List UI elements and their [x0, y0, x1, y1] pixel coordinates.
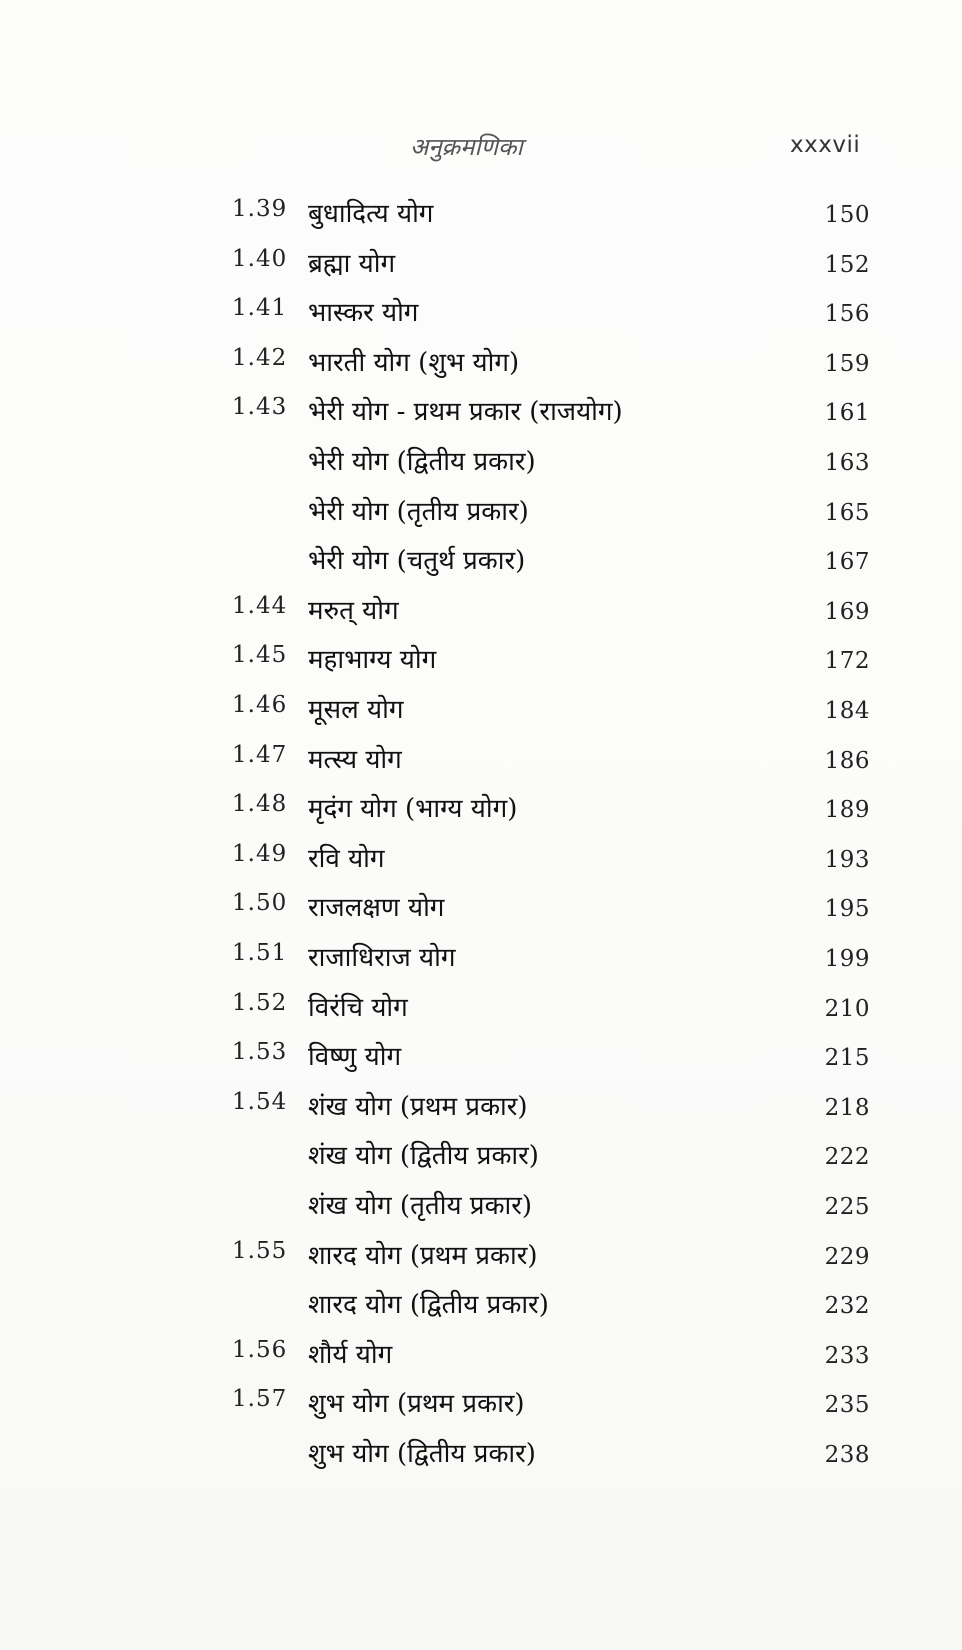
toc-entry-title: शुभ योग (प्रथम प्रकार): [308, 1389, 525, 1420]
toc-entry-title: शंख योग (तृतीय प्रकार): [308, 1191, 533, 1221]
toc-entry: [0, 345, 962, 391]
page-number: xxxvii: [790, 132, 861, 158]
toc-entry: [0, 791, 962, 837]
toc-entry-number: 1.43: [232, 394, 288, 421]
toc-entry-page: 215: [824, 1045, 870, 1072]
toc-entry: [0, 1386, 962, 1432]
toc-entry-number: 1.47: [232, 741, 288, 768]
toc-entry-page: 161: [824, 400, 870, 427]
toc-entry-number: 1.54: [232, 1088, 288, 1115]
toc-entry-number: 1.50: [232, 890, 288, 917]
toc-entry-page: 186: [824, 747, 870, 774]
toc-entry-title: शौर्य योग: [308, 1339, 393, 1370]
toc-entry-page: 150: [824, 202, 870, 228]
toc-entry-page: 193: [824, 846, 870, 873]
toc-entry: [0, 1337, 962, 1383]
toc-entry-title: भेरी योग (चतुर्थ प्रकार): [308, 546, 526, 577]
toc-entry-page: 199: [824, 946, 870, 972]
toc-entry-number: 1.57: [232, 1386, 288, 1413]
toc-entry-number: 1.53: [232, 1039, 288, 1066]
toc-entry-title: बुधादित्य योग: [308, 199, 434, 229]
toc-entry-title: रवि योग: [308, 843, 385, 874]
toc-entry-page: 238: [824, 1442, 870, 1468]
toc-entry: [0, 1039, 962, 1085]
toc-entry: [0, 990, 962, 1036]
toc-entry: [0, 494, 962, 540]
toc-entry-number: 1.52: [232, 989, 288, 1016]
toc-entry-number: 1.48: [232, 791, 288, 818]
toc-entry-title: विष्णु योग: [308, 1042, 402, 1073]
toc-entry-title: ब्रह्मा योग: [308, 248, 396, 279]
toc-entry-page: 167: [824, 549, 870, 576]
toc-entry-page: 232: [824, 1293, 870, 1320]
toc-entry-number: 1.49: [232, 840, 288, 867]
toc-entry-title: मत्स्य योग: [308, 744, 402, 775]
toc-entry: [0, 444, 962, 490]
toc-entry-number: 1.44: [232, 592, 288, 619]
toc-entry-title: राजलक्षण योग: [308, 893, 445, 924]
toc-entry-number: 1.39: [232, 196, 288, 222]
toc-entry: [0, 1436, 962, 1482]
toc-entry-number: 1.56: [232, 1336, 288, 1363]
toc-entry-title: विरंचि योग: [308, 992, 408, 1023]
toc-entry: [0, 841, 962, 887]
toc-entry-title: मरुत् योग: [308, 595, 399, 626]
toc-entry-page: 159: [824, 350, 870, 377]
toc-entry-title: शारद योग (द्वितीय प्रकार): [308, 1290, 549, 1321]
toc-entry: [0, 593, 962, 639]
toc-entry: [0, 940, 962, 986]
toc-entry-title: भेरी योग (द्वितीय प्रकार): [308, 447, 536, 477]
toc-entry: [0, 196, 962, 242]
toc-entry-title: भेरी योग - प्रथम प्रकार (राजयोग): [308, 397, 623, 428]
toc-entry-page: 184: [824, 698, 870, 724]
running-header-title: अनुक्रमणिका: [410, 133, 523, 161]
toc-entry: [0, 1089, 962, 1135]
toc-entry-title: शारद योग (प्रथम प्रकार): [308, 1240, 538, 1271]
toc-entry: [0, 543, 962, 589]
toc-entry-title: भेरी योग (तृतीय प्रकार): [308, 496, 529, 527]
toc-entry-title: महाभाग्य योग: [308, 645, 437, 676]
toc-entry: [0, 742, 962, 788]
toc-entry-number: 1.55: [232, 1237, 288, 1264]
toc-entry-page: 165: [824, 499, 870, 526]
toc-entry-number: 1.51: [232, 940, 288, 966]
toc-entry: [0, 692, 962, 738]
toc-entry-number: 1.41: [232, 295, 288, 322]
toc-entry: [0, 295, 962, 341]
toc-entry-page: 152: [824, 251, 870, 278]
toc-entry: [0, 1287, 962, 1333]
toc-entry: [0, 642, 962, 688]
toc-entry-page: 233: [824, 1342, 870, 1369]
toc-entry: [0, 1188, 962, 1234]
toc-entry-page: 195: [824, 896, 870, 923]
toc-entry: [0, 1238, 962, 1284]
toc-entry-title: मूसल योग: [308, 695, 404, 725]
toc-entry-page: 169: [824, 598, 870, 625]
toc-entry-page: 156: [824, 301, 870, 328]
toc-entry-page: 222: [824, 1144, 870, 1171]
toc-entry-title: भास्कर योग: [308, 298, 419, 329]
toc-entry-number: 1.40: [232, 245, 288, 272]
toc-entry-page: 218: [824, 1094, 870, 1121]
toc-entry: [0, 1138, 962, 1184]
toc-entry-title: मृदंग योग (भाग्य योग): [308, 794, 518, 825]
toc-entry-page: 225: [824, 1194, 870, 1220]
toc-entry-page: 235: [824, 1392, 870, 1419]
toc-entry-title: राजाधिराज योग: [308, 943, 456, 973]
toc-entry-page: 172: [824, 648, 870, 675]
toc-entry-title: शंख योग (द्वितीय प्रकार): [308, 1141, 539, 1172]
toc-entry-number: 1.46: [232, 692, 288, 718]
toc-entry-title: शुभ योग (द्वितीय प्रकार): [308, 1439, 536, 1469]
toc-entry-title: भारती योग (शुभ योग): [308, 347, 520, 378]
toc-entry-title: शंख योग (प्रथम प्रकार): [308, 1091, 528, 1122]
toc-entry: [0, 394, 962, 440]
toc-entry: [0, 890, 962, 936]
toc-entry-page: 163: [824, 450, 870, 476]
toc-entry-page: 189: [824, 797, 870, 824]
toc-entry-number: 1.45: [232, 642, 288, 669]
toc-entry-page: 210: [824, 995, 870, 1022]
toc-entry-page: 229: [824, 1243, 870, 1270]
toc-entry-number: 1.42: [232, 344, 288, 371]
toc-entry: [0, 246, 962, 292]
